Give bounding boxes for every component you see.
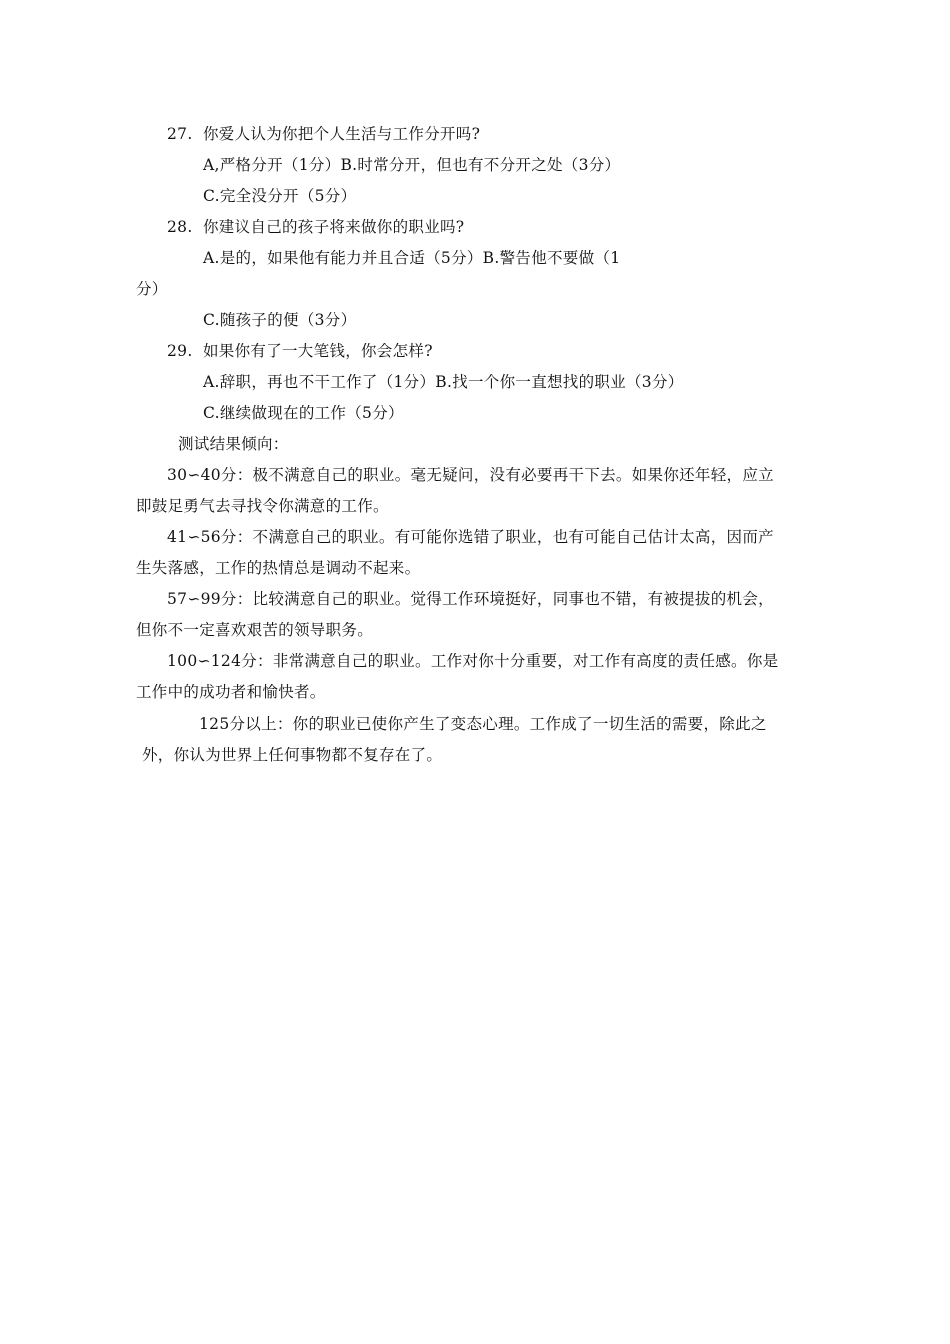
question-27-option-c: C.完全没分开（5分） <box>203 187 357 205</box>
question-28-option-c: C.随孩子的便（3分） <box>203 311 357 329</box>
question-text: 你建议自己的孩子将来做你的职业吗? <box>203 218 465 236</box>
question-28-option-ab-cont: 分） <box>136 280 168 298</box>
question-28 <box>167 217 464 237</box>
results-heading: 测试结果倾向： <box>178 435 289 453</box>
result-41-56-line1: 41∽56分：不满意自己的职业。有可能你选错了职业，也有可能自己估计太高，因而产 <box>167 528 774 546</box>
result-30-40-line1: 30∽40分：极不满意自己的职业。毫无疑问，没有必要再干下去。如果你还年轻，应立 <box>167 466 774 484</box>
question-text: 如果你有了一大笔钱，你会怎样? <box>203 342 433 360</box>
question-27 <box>167 124 480 144</box>
question-29-option-ab: A.辞职，再也不干工作了（1分）B.找一个你一直想找的职业（3分） <box>203 373 684 391</box>
question-27-option-ab: A,严格分开（1分）B.时常分开，但也有不分开之处（3分） <box>203 156 621 174</box>
result-57-99-line1: 57∽99分：比较满意自己的职业。觉得工作环境挺好，同事也不错，有被提拔的机会， <box>167 590 774 608</box>
question-text: 你爱人认为你把个人生活与工作分开吗? <box>203 125 481 143</box>
question-29 <box>167 341 433 361</box>
result-30-40-line2: 即鼓足勇气去寻找令你满意的工作。 <box>136 497 389 515</box>
result-41-56-line2: 生失落感，工作的热情总是调动不起来。 <box>136 559 421 577</box>
result-100-124-line1: 100∽124分：非常满意自己的职业。工作对你十分重要，对工作有高度的责任感。你是 <box>167 652 779 670</box>
result-125-plus-line1: 125分以上：你的职业已使你产生了变态心理。工作成了一切生活的需要，除此之 <box>199 715 767 733</box>
question-28-option-ab: A.是的，如果他有能力并且合适（5分）B.警告他不要做（1 <box>203 249 621 267</box>
result-100-124-line2: 工作中的成功者和愉快者。 <box>136 683 326 701</box>
question-number: 28. <box>167 218 193 236</box>
result-125-plus-line2: 外，你认为世界上任何事物都不复存在了。 <box>142 746 443 764</box>
question-29-option-c: C.继续做现在的工作（5分） <box>203 404 404 422</box>
question-number: 29. <box>167 342 193 360</box>
question-number: 27. <box>167 125 193 143</box>
result-57-99-line2: 但你不一定喜欢艰苦的领导职务。 <box>136 621 374 639</box>
